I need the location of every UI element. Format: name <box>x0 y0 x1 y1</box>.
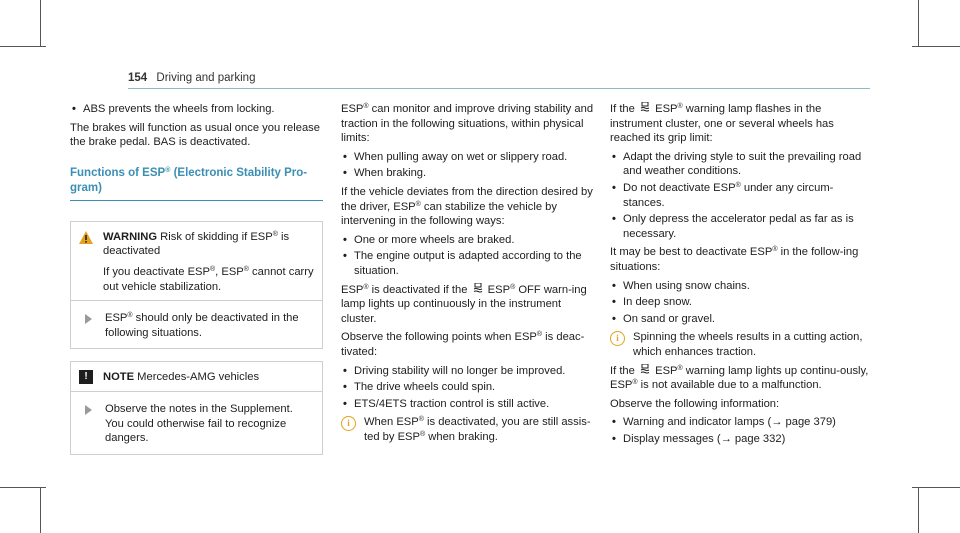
crop-mark <box>0 46 46 47</box>
paragraph: Observe the following information: <box>610 397 780 410</box>
info-icon: i <box>341 416 356 431</box>
header-rule <box>128 88 870 89</box>
paragraph: ESP® is deactivated if the ESP® OFF warn-ing lamp lights up continuously in the instrument cluster. <box>341 283 587 325</box>
warning-action: ESP® should only be deactivated in the following situations. <box>71 300 322 348</box>
list-item: • ETS/4ETS traction control is still active. <box>341 397 596 412</box>
list-item: • Only depress the accelerator pedal as far as is necessary. <box>610 212 870 241</box>
warning-triangle-icon <box>79 231 93 244</box>
column-1 <box>70 102 323 455</box>
crop-mark <box>918 0 919 46</box>
warning-text: If you deactivate ESP®, ESP® cannot carry out vehicle stabilization. <box>103 265 314 293</box>
paragraph: If the ESP® warning lamp flashes in the instrument cluster, one or several wheels has reached its grip limit: <box>610 103 834 145</box>
column-2 <box>341 102 596 448</box>
info-icon: i <box>610 331 625 346</box>
page-number: 154 <box>128 72 148 84</box>
info-note: i When ESP® is deactivated, you are still assis-ted by ESP® when braking. <box>341 415 596 444</box>
paragraph: If the ESP® warning lamp lights up continu-ously, ESP® is not available due to a malfunction. <box>610 364 869 392</box>
warning-title: WARNING Risk of skidding if ESP® is deactivated <box>103 230 290 258</box>
list-item: • Do not deactivate ESP® under any circum-stances. <box>610 181 870 210</box>
paragraph: Observe the following points when ESP® is deac-tivated: <box>341 331 585 358</box>
paragraph: ESP® can monitor and improve driving stability and traction in the following situations, within physical limits: <box>341 103 594 145</box>
crop-mark <box>918 488 919 533</box>
crop-mark <box>912 46 960 47</box>
list-item: • One or more wheels are braked. <box>341 233 596 248</box>
paragraph: If the vehicle deviates from the direction desired by the driver, ESP® can stabilize the vehicle by intervening in the following ways: <box>341 185 593 228</box>
paragraph: The brakes will function as usual once you release the brake pedal. BAS is deactivated. <box>70 121 320 149</box>
list-item: • When pulling away on wet or slippery road. <box>341 150 596 165</box>
esp-warning-icon <box>640 364 650 375</box>
info-note: i Spinning the wheels results in a cutting action, which enhances traction. <box>610 330 870 359</box>
section-heading: Functions of ESP® (Electronic Stability Pro-gram) <box>70 166 323 201</box>
esp-off-icon <box>473 283 483 294</box>
note-header <box>71 362 322 391</box>
list-item: • ABS prevents the wheels from locking. <box>70 102 323 117</box>
column-3 <box>610 102 870 450</box>
crop-mark <box>40 488 41 533</box>
list-item: • The drive wheels could spin. <box>341 380 596 395</box>
note-box <box>70 361 323 454</box>
list-item: • When braking. <box>341 166 596 181</box>
note-title: NOTE Mercedes-AMG vehicles <box>103 371 260 384</box>
list-item: • When using snow chains. <box>610 279 870 294</box>
list-item: • In deep snow. <box>610 295 870 310</box>
warning-box <box>70 221 323 350</box>
paragraph: It may be best to deactivate ESP® in the follow-ing situations: <box>610 246 859 273</box>
note-action: Observe the notes in the Supplement. You could otherwise fail to recognize dangers. <box>71 391 322 454</box>
crop-mark <box>912 487 960 488</box>
page-reference-link[interactable]: → page 332) <box>720 432 786 445</box>
list-item: • The engine output is adapted according to the situation. <box>341 249 596 278</box>
list-item: • Adapt the driving style to suit the prevailing road and weather conditions. <box>610 150 870 179</box>
exclamation-icon: ! <box>79 370 93 384</box>
crop-mark <box>0 487 46 488</box>
list-item: • Display messages (→ page 332) <box>610 432 870 447</box>
page-header <box>128 72 255 84</box>
list-item: • On sand or gravel. <box>610 312 870 327</box>
esp-warning-icon <box>640 102 650 113</box>
section-title: Driving and parking <box>156 72 256 84</box>
crop-mark <box>40 0 41 46</box>
warning-header <box>71 222 322 265</box>
list-item: • Warning and indicator lamps (→ page 379) <box>610 415 870 430</box>
page-reference-link[interactable]: → page 379) <box>771 416 836 429</box>
list-item: • Driving stability will no longer be improved. <box>341 364 596 379</box>
